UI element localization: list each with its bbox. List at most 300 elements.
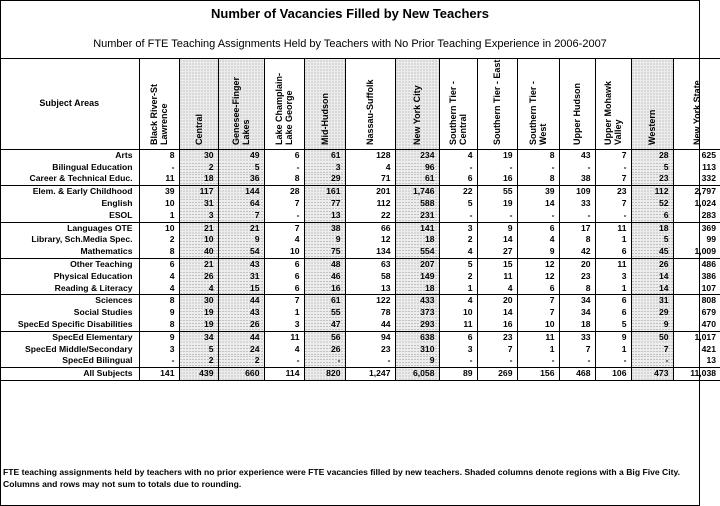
- value-cell: 18: [395, 283, 439, 295]
- value-cell: -: [477, 355, 517, 367]
- value-cell: 13: [304, 210, 345, 222]
- value-cell: 12: [517, 258, 559, 270]
- value-cell: 31: [631, 295, 673, 307]
- value-cell: 269: [477, 368, 517, 381]
- value-cell: 6: [139, 258, 179, 270]
- table-row: [0, 295, 720, 307]
- value-cell: 107: [673, 283, 720, 295]
- value-cell: -: [517, 210, 559, 222]
- table-row: [0, 186, 720, 198]
- value-cell: 9: [517, 246, 559, 258]
- value-cell: 2: [139, 234, 179, 246]
- page-subtitle: Number of FTE Teaching Assignments Held by Teachers with No Prior Teaching Experience in 2006-2007: [93, 38, 607, 50]
- value-cell: 4: [439, 149, 477, 161]
- value-cell: 18: [179, 173, 218, 185]
- value-cell: 39: [517, 186, 559, 198]
- table-row: [0, 331, 720, 343]
- value-cell: 11,038: [673, 368, 720, 381]
- value-cell: 201: [345, 186, 395, 198]
- region-header: Southern Tier - East: [477, 59, 517, 150]
- value-cell: 234: [395, 149, 439, 161]
- subject-areas-header: Subject Areas: [0, 59, 139, 150]
- value-cell: 207: [395, 258, 439, 270]
- value-cell: -: [264, 210, 304, 222]
- value-cell: -: [439, 355, 477, 367]
- subject-cell: SpecEd Bilingual: [62, 355, 133, 366]
- subject-cell: Physical Education: [53, 270, 133, 281]
- value-cell: 46: [304, 271, 345, 283]
- value-cell: 10: [179, 234, 218, 246]
- value-cell: 421: [673, 344, 720, 356]
- value-cell: 1: [517, 344, 559, 356]
- value-cell: 122: [345, 295, 395, 307]
- region-header: Southern Tier - Central: [439, 59, 477, 150]
- region-header: Western: [631, 59, 673, 150]
- value-cell: 3: [595, 271, 631, 283]
- value-cell: 21: [179, 258, 218, 270]
- value-cell: 6: [595, 307, 631, 319]
- value-cell: 13: [673, 355, 720, 367]
- value-cell: 1: [595, 344, 631, 356]
- value-cell: 112: [631, 186, 673, 198]
- value-cell: 433: [395, 295, 439, 307]
- value-cell: 15: [218, 283, 264, 295]
- value-cell: 23: [631, 173, 673, 185]
- value-cell: 373: [395, 307, 439, 319]
- value-cell: 8: [139, 149, 179, 161]
- table-row: [0, 149, 720, 161]
- value-cell: 75: [304, 246, 345, 258]
- value-cell: 11: [595, 222, 631, 234]
- value-cell: 7: [631, 344, 673, 356]
- value-cell: 3: [439, 222, 477, 234]
- value-cell: 4: [179, 283, 218, 295]
- value-cell: 29: [631, 307, 673, 319]
- value-cell: 332: [673, 173, 720, 185]
- value-cell: 10: [264, 246, 304, 258]
- value-cell: -: [595, 210, 631, 222]
- value-cell: 47: [304, 319, 345, 331]
- value-cell: 7: [218, 210, 264, 222]
- value-cell: 1,247: [345, 368, 395, 381]
- value-cell: 473: [631, 368, 673, 381]
- value-cell: 638: [395, 331, 439, 343]
- value-cell: 8: [139, 295, 179, 307]
- value-cell: 554: [395, 246, 439, 258]
- region-header: Nassau-Suffolk: [345, 59, 395, 150]
- value-cell: 588: [395, 198, 439, 210]
- value-cell: 17: [559, 222, 595, 234]
- value-cell: 2: [218, 355, 264, 367]
- value-cell: 36: [218, 173, 264, 185]
- value-cell: 22: [345, 210, 395, 222]
- value-cell: 19: [477, 198, 517, 210]
- value-cell: 6,058: [395, 368, 439, 381]
- value-cell: -: [517, 355, 559, 367]
- value-cell: 43: [218, 258, 264, 270]
- value-cell: 3: [439, 344, 477, 356]
- value-cell: 11: [264, 331, 304, 343]
- value-cell: 14: [517, 198, 559, 210]
- value-cell: -: [345, 355, 395, 367]
- value-cell: 4: [517, 234, 559, 246]
- value-cell: 9: [477, 222, 517, 234]
- value-cell: 40: [179, 246, 218, 258]
- value-cell: 19: [179, 307, 218, 319]
- value-cell: 29: [304, 173, 345, 185]
- table-row: [0, 344, 720, 356]
- value-cell: 679: [673, 307, 720, 319]
- value-cell: 11: [517, 331, 559, 343]
- value-cell: 112: [345, 198, 395, 210]
- value-cell: 6: [264, 283, 304, 295]
- value-cell: 8: [517, 173, 559, 185]
- value-cell: 64: [218, 198, 264, 210]
- value-cell: 7: [595, 198, 631, 210]
- subject-cell: SpecEd Middle/Secondary: [25, 343, 133, 354]
- subject-cell: Reading & Literacy: [54, 282, 133, 293]
- footnote: FTE teaching assignments held by teachers with no prior experience were FTE vacancies filled by new teachers. Shaded columns denote regions with a Big Five City. Columns and rows may not sum to totals due to rounding.: [3, 467, 681, 489]
- value-cell: 11: [139, 173, 179, 185]
- table-row: [0, 162, 720, 174]
- value-cell: -: [139, 162, 179, 174]
- value-cell: 44: [218, 331, 264, 343]
- value-cell: 1,024: [673, 198, 720, 210]
- value-cell: 1: [439, 283, 477, 295]
- value-cell: 18: [395, 234, 439, 246]
- value-cell: 28: [264, 186, 304, 198]
- value-cell: 4: [439, 246, 477, 258]
- value-cell: 5: [595, 319, 631, 331]
- value-cell: 26: [631, 258, 673, 270]
- value-cell: 39: [139, 186, 179, 198]
- value-cell: 52: [631, 198, 673, 210]
- value-cell: 6: [439, 173, 477, 185]
- value-cell: 6: [595, 246, 631, 258]
- subject-cell: ESOL: [109, 209, 133, 220]
- region-header: Black River-St Lawrence: [139, 59, 179, 150]
- value-cell: 7: [559, 344, 595, 356]
- subject-cell: English: [101, 197, 133, 208]
- value-cell: 1,009: [673, 246, 720, 258]
- value-cell: 1: [595, 283, 631, 295]
- value-cell: 144: [218, 186, 264, 198]
- subject-cell: All Subjects: [0, 368, 139, 381]
- value-cell: 625: [673, 149, 720, 161]
- value-cell: 310: [395, 344, 439, 356]
- value-cell: 7: [517, 295, 559, 307]
- subject-cell: Career & Technical Educ.: [29, 173, 133, 184]
- value-cell: 89: [439, 368, 477, 381]
- region-header: Upper Mohawk Valley: [595, 59, 631, 150]
- value-cell: 6: [264, 271, 304, 283]
- value-cell: 30: [179, 295, 218, 307]
- value-cell: 33: [559, 331, 595, 343]
- value-cell: 293: [395, 319, 439, 331]
- value-cell: 5: [179, 344, 218, 356]
- value-cell: 77: [304, 198, 345, 210]
- value-cell: 10: [517, 319, 559, 331]
- value-cell: 19: [477, 149, 517, 161]
- value-cell: 99: [673, 234, 720, 246]
- value-cell: 6: [517, 283, 559, 295]
- value-cell: 21: [179, 222, 218, 234]
- region-header: Lake Champlain-Lake George: [264, 59, 304, 150]
- subject-cell: Bilingual Education: [52, 161, 133, 172]
- value-cell: 3: [179, 210, 218, 222]
- table-row: [0, 319, 720, 331]
- region-header: Central: [179, 59, 218, 150]
- subject-cell: Social Studies: [73, 307, 133, 318]
- value-cell: 55: [477, 186, 517, 198]
- value-cell: 439: [179, 368, 218, 381]
- subject-cell: Other Teaching: [0, 258, 139, 270]
- value-cell: 1: [139, 210, 179, 222]
- value-cell: 4: [439, 295, 477, 307]
- value-cell: 14: [631, 283, 673, 295]
- value-cell: 2: [439, 271, 477, 283]
- region-header: Genesee-Finger Lakes: [218, 59, 264, 150]
- subject-cell: SpecEd Elementary: [0, 331, 139, 343]
- value-cell: 26: [218, 319, 264, 331]
- value-cell: -: [439, 210, 477, 222]
- table-row: [0, 258, 720, 270]
- value-cell: 6: [517, 222, 559, 234]
- value-cell: 9: [395, 355, 439, 367]
- value-cell: -: [264, 162, 304, 174]
- value-cell: 8: [559, 234, 595, 246]
- value-cell: 231: [395, 210, 439, 222]
- value-cell: 43: [559, 149, 595, 161]
- value-cell: 33: [559, 198, 595, 210]
- value-cell: 9: [595, 331, 631, 343]
- value-cell: -: [517, 162, 559, 174]
- value-cell: 54: [218, 246, 264, 258]
- value-cell: 26: [179, 271, 218, 283]
- value-cell: 6: [631, 210, 673, 222]
- value-cell: 71: [345, 173, 395, 185]
- value-cell: 34: [179, 331, 218, 343]
- value-cell: 14: [477, 307, 517, 319]
- value-cell: 78: [345, 307, 395, 319]
- value-cell: 24: [218, 344, 264, 356]
- value-cell: 141: [139, 368, 179, 381]
- table-row: [0, 173, 720, 185]
- value-cell: 16: [477, 173, 517, 185]
- value-cell: 470: [673, 319, 720, 331]
- value-cell: -: [139, 355, 179, 367]
- value-cell: 6: [439, 331, 477, 343]
- value-cell: 50: [631, 331, 673, 343]
- value-cell: 16: [477, 319, 517, 331]
- value-cell: 56: [304, 331, 345, 343]
- value-cell: 8: [139, 319, 179, 331]
- table-row: [0, 246, 720, 258]
- value-cell: 11: [439, 319, 477, 331]
- value-cell: 2: [179, 355, 218, 367]
- value-cell: 4: [264, 234, 304, 246]
- value-cell: 43: [218, 307, 264, 319]
- value-cell: 20: [559, 258, 595, 270]
- subject-cell: Mathematics: [80, 246, 133, 257]
- value-cell: 45: [631, 246, 673, 258]
- value-cell: 34: [559, 307, 595, 319]
- value-cell: 26: [304, 344, 345, 356]
- value-cell: 23: [595, 186, 631, 198]
- value-cell: 4: [477, 283, 517, 295]
- value-cell: 4: [139, 283, 179, 295]
- subject-cell: SpecEd Specific Disabilities: [17, 318, 133, 329]
- value-cell: 9: [304, 234, 345, 246]
- value-cell: 61: [304, 295, 345, 307]
- region-header: Upper Hudson: [559, 59, 595, 150]
- value-cell: 38: [304, 222, 345, 234]
- value-cell: 38: [559, 173, 595, 185]
- value-cell: 141: [395, 222, 439, 234]
- value-cell: 3: [264, 319, 304, 331]
- value-cell: 7: [595, 173, 631, 185]
- value-cell: -: [559, 210, 595, 222]
- region-header: New York City: [395, 59, 439, 150]
- table-row: [0, 355, 720, 367]
- value-cell: 113: [673, 162, 720, 174]
- value-cell: -: [304, 355, 345, 367]
- value-cell: 19: [179, 319, 218, 331]
- value-cell: 61: [304, 149, 345, 161]
- value-cell: 96: [395, 162, 439, 174]
- value-cell: 486: [673, 258, 720, 270]
- value-cell: 94: [345, 331, 395, 343]
- value-cell: -: [559, 355, 595, 367]
- table-row: [0, 234, 720, 246]
- value-cell: 117: [179, 186, 218, 198]
- total-row: [0, 368, 720, 381]
- table-row: [0, 210, 720, 222]
- value-cell: 2,797: [673, 186, 720, 198]
- value-cell: 9: [218, 234, 264, 246]
- value-cell: 66: [345, 222, 395, 234]
- region-header: Southern Tier - West: [517, 59, 559, 150]
- table-row: [0, 283, 720, 295]
- value-cell: 7: [264, 295, 304, 307]
- value-cell: 128: [345, 149, 395, 161]
- value-cell: 10: [139, 198, 179, 210]
- value-cell: 134: [345, 246, 395, 258]
- value-cell: 22: [439, 186, 477, 198]
- value-cell: 13: [345, 283, 395, 295]
- value-cell: 10: [439, 307, 477, 319]
- value-cell: 55: [304, 307, 345, 319]
- value-cell: 27: [477, 246, 517, 258]
- value-cell: 3: [304, 162, 345, 174]
- value-cell: 7: [264, 198, 304, 210]
- value-cell: 8: [139, 246, 179, 258]
- value-cell: 21: [218, 222, 264, 234]
- value-cell: 44: [345, 319, 395, 331]
- region-header: New York State: [673, 59, 720, 150]
- table-row: [0, 198, 720, 210]
- value-cell: 49: [218, 149, 264, 161]
- subject-cell: Library, Sch.Media Spec.: [31, 234, 133, 245]
- value-cell: 9: [139, 307, 179, 319]
- value-cell: -: [477, 162, 517, 174]
- table-row: [0, 271, 720, 283]
- subject-cell: Languages OTE: [0, 222, 139, 234]
- value-cell: -: [631, 355, 673, 367]
- value-cell: 149: [395, 271, 439, 283]
- value-cell: 18: [559, 319, 595, 331]
- value-cell: 18: [631, 222, 673, 234]
- value-cell: 8: [264, 173, 304, 185]
- value-cell: 63: [345, 258, 395, 270]
- value-cell: 7: [517, 307, 559, 319]
- table-row: [0, 307, 720, 319]
- value-cell: 156: [517, 368, 559, 381]
- value-cell: -: [595, 355, 631, 367]
- value-cell: 23: [345, 344, 395, 356]
- value-cell: 1: [264, 307, 304, 319]
- value-cell: 7: [595, 149, 631, 161]
- value-cell: -: [477, 210, 517, 222]
- value-cell: 283: [673, 210, 720, 222]
- value-cell: 20: [477, 295, 517, 307]
- value-cell: 5: [631, 162, 673, 174]
- value-cell: 6: [264, 258, 304, 270]
- value-cell: 9: [631, 319, 673, 331]
- value-cell: 31: [179, 198, 218, 210]
- value-cell: 61: [395, 173, 439, 185]
- value-cell: 11: [595, 258, 631, 270]
- value-cell: 161: [304, 186, 345, 198]
- value-cell: 4: [264, 344, 304, 356]
- value-cell: 386: [673, 271, 720, 283]
- value-cell: 12: [517, 271, 559, 283]
- value-cell: 5: [218, 162, 264, 174]
- value-cell: 106: [595, 368, 631, 381]
- value-cell: 14: [631, 271, 673, 283]
- value-cell: 5: [439, 258, 477, 270]
- value-cell: 10: [139, 222, 179, 234]
- value-cell: -: [595, 162, 631, 174]
- value-cell: 2: [439, 234, 477, 246]
- value-cell: 820: [304, 368, 345, 381]
- value-cell: 14: [477, 234, 517, 246]
- value-cell: -: [439, 162, 477, 174]
- subject-cell: Arts: [115, 149, 133, 160]
- value-cell: 12: [345, 234, 395, 246]
- value-cell: 1,017: [673, 331, 720, 343]
- value-cell: 1: [595, 234, 631, 246]
- value-cell: 23: [559, 271, 595, 283]
- header-row: [0, 59, 720, 150]
- value-cell: 8: [559, 283, 595, 295]
- table-row: [0, 222, 720, 234]
- value-cell: 660: [218, 368, 264, 381]
- value-cell: 8: [517, 149, 559, 161]
- page-title: Number of Vacancies Filled by New Teachers: [211, 6, 489, 21]
- value-cell: 4: [139, 271, 179, 283]
- value-cell: 42: [559, 246, 595, 258]
- value-cell: 7: [264, 222, 304, 234]
- value-cell: 28: [631, 149, 673, 161]
- value-cell: 468: [559, 368, 595, 381]
- value-cell: 3: [139, 344, 179, 356]
- value-cell: 34: [559, 295, 595, 307]
- value-cell: 48: [304, 258, 345, 270]
- subject-cell: Elem. & Early Childhood: [0, 186, 139, 198]
- value-cell: 369: [673, 222, 720, 234]
- value-cell: 11: [477, 271, 517, 283]
